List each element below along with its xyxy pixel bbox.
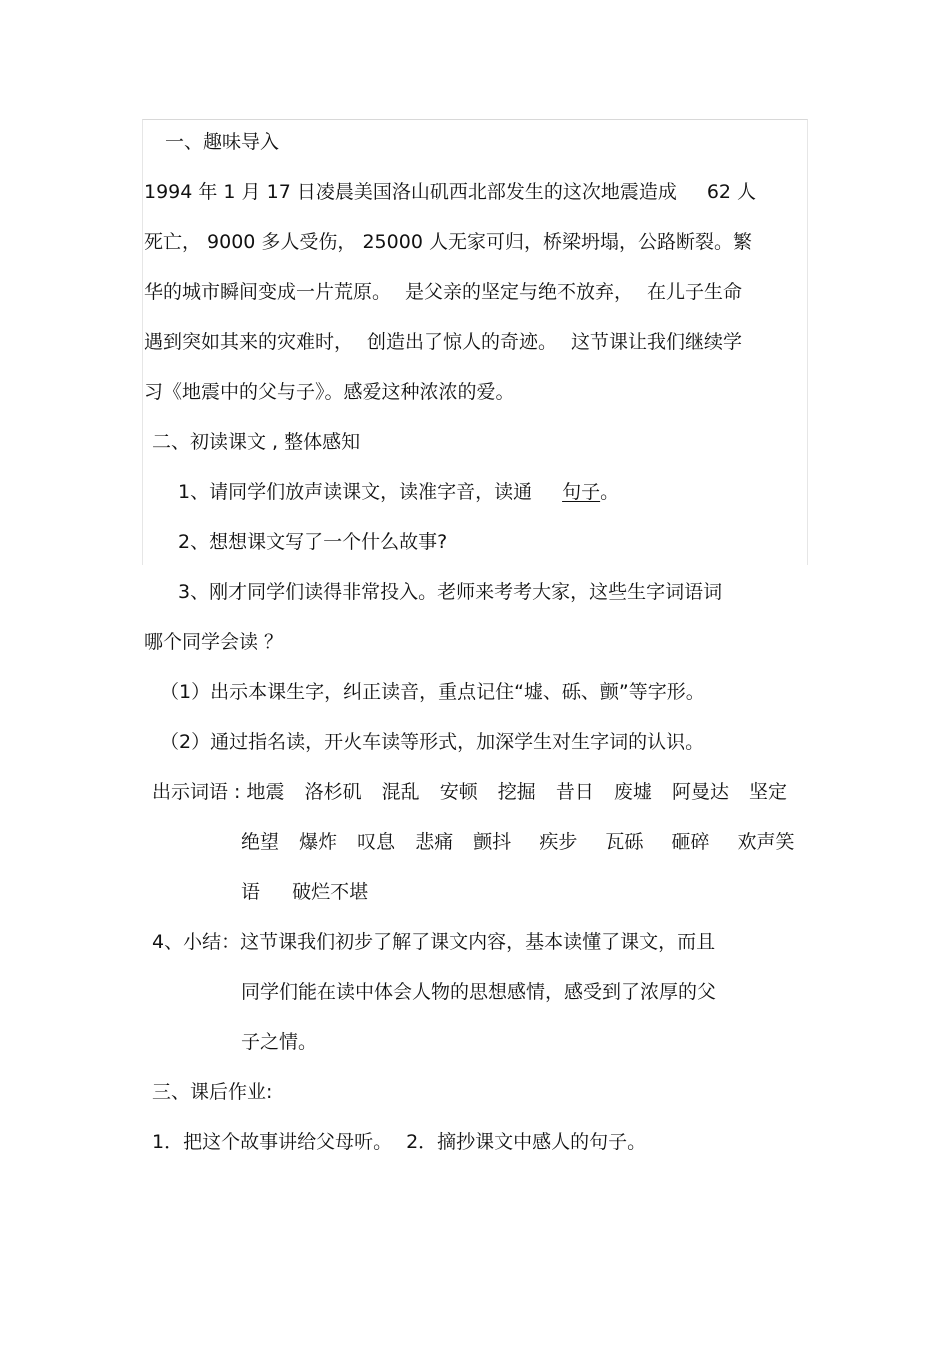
step-1-end: 。 (600, 481, 620, 503)
words-row-2 (241, 830, 795, 854)
summary-line-3: 子之情。 (241, 1031, 318, 1053)
intro-line-4-part-b: 创造出了惊人的奇迹。 (367, 331, 558, 353)
vocab-word: 安顿 (439, 781, 478, 803)
vocab-word: 洛杉矶 (304, 781, 362, 803)
intro-line-1 (144, 180, 756, 204)
words-row-3 (241, 880, 368, 904)
vocab-word: 阿曼达 (671, 781, 729, 803)
sub-step-1: （1）出示本课生字，纠正读音，重点记住“墟、砾、颤”等字形。 (160, 681, 705, 703)
homework-line (152, 1130, 646, 1154)
intro-line-1-text: 1994 年 1 月 17 日凌晨美国洛山矶西北部发生的这次地震造成 (144, 181, 677, 203)
step-3-line-1: 3、刚才同学们读得非常投入。老师来考考大家，这些生字词语词 (178, 581, 723, 603)
summary-line-2: 同学们能在读中体会人物的思想感情，感受到了浓厚的父 (241, 981, 717, 1003)
intro-line-3-part-b: 是父亲的坚定与绝不放弃， (405, 281, 634, 303)
step-1 (178, 480, 619, 504)
words-label: 出示词语 : (152, 781, 241, 803)
intro-line-4 (144, 330, 742, 354)
intro-line-3 (144, 280, 742, 304)
step-2: 2、想想课文写了一个什么故事? (178, 531, 448, 553)
section-1-heading: 一、趣味导入 (165, 131, 280, 153)
homework-item-1: 1．把这个故事讲给父母听。 (152, 1131, 393, 1153)
vocab-word: 砸碎 (671, 831, 710, 853)
vocab-word: 欢声笑 (737, 831, 795, 853)
intro-line-4-part-a: 遇到突如其来的灾难时， (144, 331, 354, 353)
vocab-word: 混乱 (381, 781, 420, 803)
vocab-word: 地震 (246, 781, 285, 803)
intro-line-3-part-c: 在儿子生命 (647, 281, 743, 303)
vocab-word: 绝望 (241, 831, 280, 853)
vocab-word: 昔日 (555, 781, 594, 803)
vocab-word: 瓦砾 (605, 831, 644, 853)
vocab-word: 坚定 (749, 781, 788, 803)
intro-line-4-part-c: 这节课让我们继续学 (571, 331, 743, 353)
intro-line-3-part-a: 华的城市瞬间变成一片荒原。 (144, 281, 392, 303)
vocab-word: 挖掘 (497, 781, 536, 803)
step-3-line-2: 哪个同学会读 ？ (144, 631, 284, 653)
vocab-word: 叹息 (357, 831, 396, 853)
vocab-word: 疾步 (539, 831, 578, 853)
vocab-word: 颤抖 (473, 831, 512, 853)
intro-line-2: 死亡， 9000 多人受伤， 25000 人无家可归，桥梁坍塌，公路断裂。繁 (144, 231, 752, 253)
section-3-heading: 三、课后作业: (152, 1081, 273, 1103)
vocab-word: 悲痛 (415, 831, 454, 853)
summary-line-1: 4、小结：这节课我们初步了解了课文内容，基本读懂了课文，而且 (152, 931, 716, 953)
step-1-text: 1、请同学们放声读课文，读准字音，读通 (178, 481, 533, 503)
words-row-1 (152, 780, 787, 804)
vocab-word: 语 (241, 881, 261, 903)
sub-step-2: （2）通过指名读，开火车读等形式，加深学生对生字词的认识。 (160, 731, 705, 753)
vocab-word: 爆炸 (299, 831, 338, 853)
intro-line-1-tail: 62 人 (706, 181, 757, 203)
step-1-underlined-word: 句子 (562, 481, 601, 503)
section-2-heading: 二、初读课文 , 整体感知 (152, 431, 361, 453)
homework-item-2: 2．摘抄课文中感人的句子。 (406, 1131, 647, 1153)
vocab-word: 废墟 (613, 781, 652, 803)
intro-line-5: 习《地震中的父与子》。感爱这种浓浓的爱。 (144, 381, 515, 403)
vocab-word: 破烂不堪 (292, 881, 369, 903)
